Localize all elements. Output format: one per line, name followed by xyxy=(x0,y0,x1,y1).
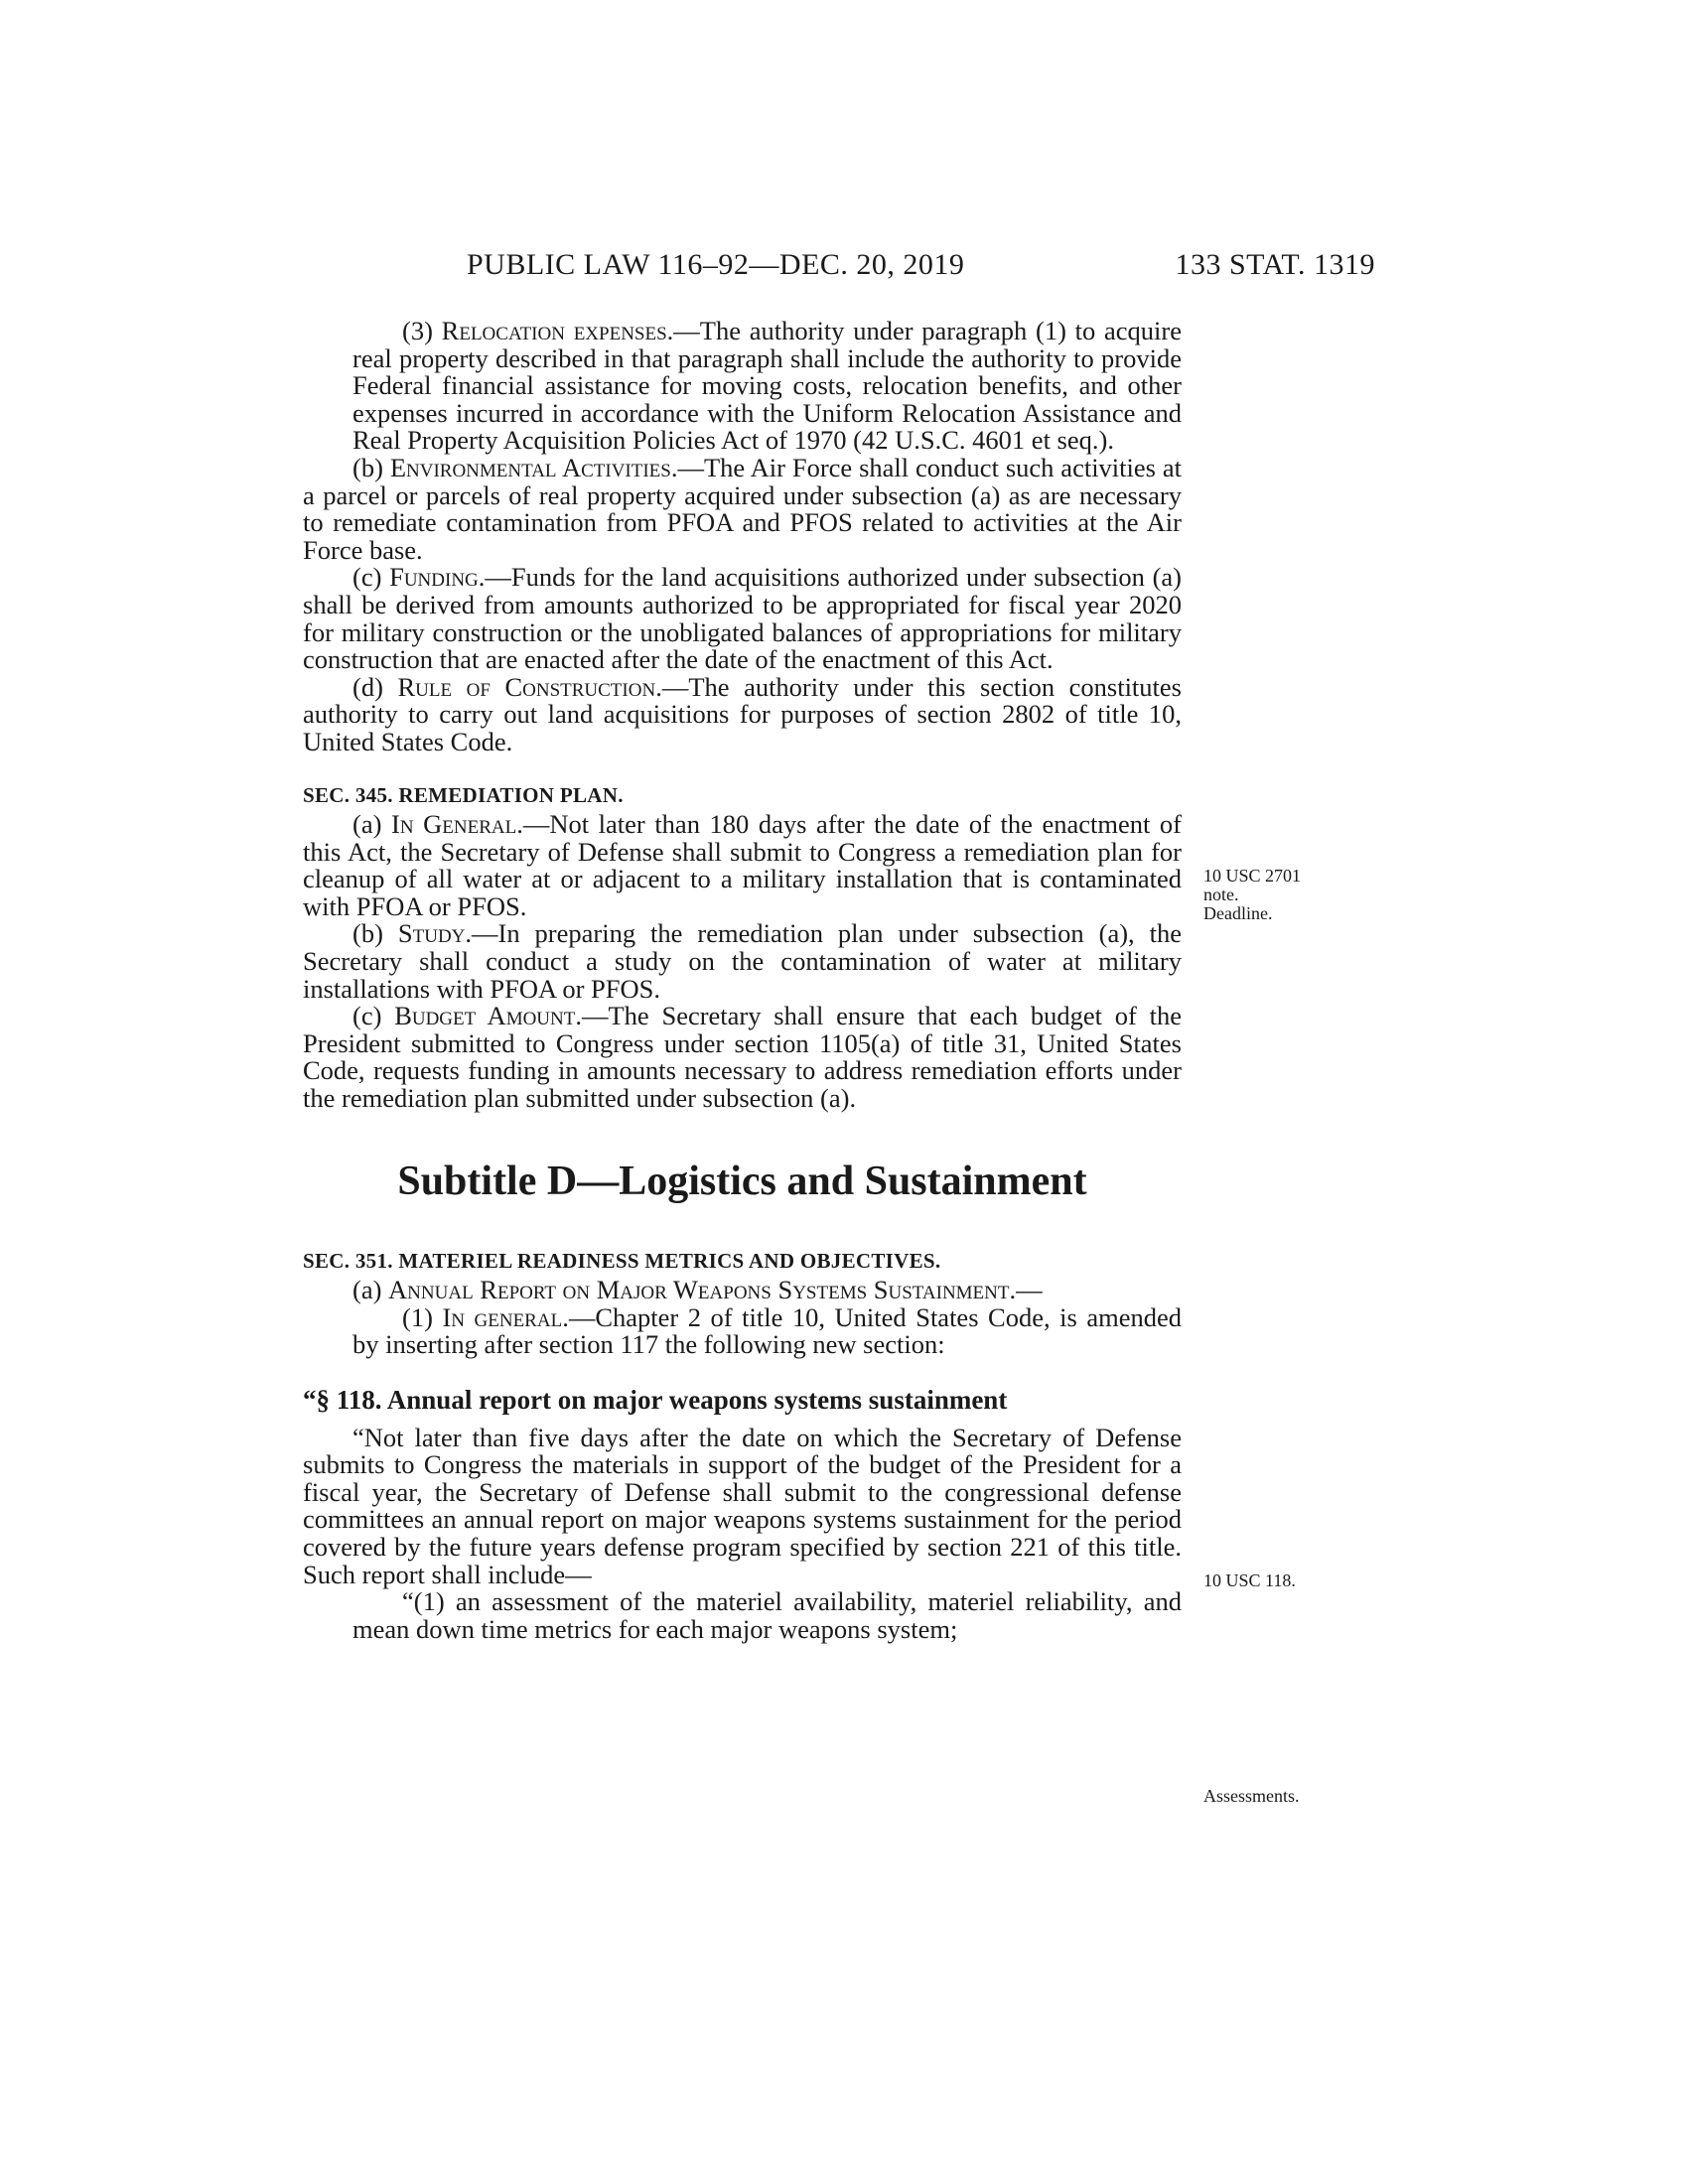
paragraph-budget-amount: (c) Budget Amount.—The Secretary shall ensure that each budget of the President submitted to Congress under section 1105(a) of title 31, United States Code, requests funding in amounts necessary to address remediation efforts under the remediation plan submitted under subsection (a). xyxy=(303,1001,1182,1114)
margin-note-usc-2701: 10 USC 2701 note. Deadline. xyxy=(1203,866,1302,923)
paragraph-in-general: (a) In General.—Not later than 180 days after the date of the enactment of this Act, the Secretary of Defense shall submit to Congress a remediation plan for cleanup of all water at or adjacent to a military installation that is contaminated with PFOA or PFOS. xyxy=(303,809,1182,921)
paragraph-report-requirement: “Not later than five days after the date on which the Secretary of Defense submits to Congress the materials in support of the budget of the President for a fiscal year, the Secretary of Defense shall submit to the congressional defense committees an annual report on major weapons systems sustainment for the period covered by the future years defense program specified by section 221 of this title. Such report shall include— xyxy=(303,1422,1182,1589)
paragraph-annual-report: (a) Annual Report on Major Weapons Systems Sustainment.— xyxy=(352,1275,1043,1305)
paragraph-assessment-item-1: “(1) an assessment of the materiel availability, materiel reliability, and mean down time metrics for each major weapons system; xyxy=(352,1586,1182,1644)
public-law-citation: PUBLIC LAW 116–92—DEC. 20, 2019 xyxy=(467,248,965,281)
paragraph-rule-of-construction: (d) Rule of Construction.—The authority under this section constitutes authority to carry out land acquisitions for purposes of section 2802 of title 10, United States Code. xyxy=(303,671,1182,756)
paragraph-funding: (c) Funding.—Funds for the land acquisitions authorized under subsection (a) shall be derived from amounts authorized to be appropriated for fiscal year 2020 for military construction or the unobligated balances of appropriations for military construction that are enacted after the date of the enactment of this Act. xyxy=(303,562,1182,675)
section-345-heading: SEC. 345. REMEDIATION PLAN. xyxy=(303,782,624,807)
paragraph-in-general-amendment: (1) In general.—Chapter 2 of title 10, United States Code, is amended by inserting after section 117 the following new section: xyxy=(352,1301,1183,1360)
statute-page-number: 133 STAT. 1319 xyxy=(1175,248,1375,281)
subtitle-heading: Subtitle D—Logistics and Sustainment xyxy=(397,1158,1087,1204)
margin-note-usc-118: 10 USC 118. xyxy=(1203,1570,1296,1590)
margin-note-assessments: Assessments. xyxy=(1203,1786,1300,1806)
section-351-heading: SEC. 351. MATERIEL READINESS METRICS AND OBJECTIVES. xyxy=(303,1248,941,1273)
paragraph-study: (b) Study.—In preparing the remediation plan under subsection (a), the Secretary shall conduct a study on the contamination of water at military installations with PFOA or PFOS. xyxy=(303,918,1183,1004)
running-header xyxy=(467,248,1375,288)
document-body xyxy=(303,318,1182,1643)
section-118-heading: “§ 118. Annual report on major weapons systems sustainment xyxy=(303,1385,1008,1415)
paragraph-relocation-expenses: (3) Relocation expenses.—The authority under paragraph (1) to acquire real property described in that paragraph shall include the authority to provide Federal financial assistance for moving costs, relocation benefits, and other expenses incurred in accordance with the Uniform Relocation Assistance and Real Property Acquisition Policies Act of 1970 (42 U.S.C. 4601 et seq.). xyxy=(352,316,1182,456)
paragraph-environmental-activities: (b) Environmental Activities.—The Air Force shall conduct such activities at a parcel or parcels of real property acquired under subsection (a) as are necessary to remediate contamination from PFOA and PFOS related to activities at the Air Force base. xyxy=(303,452,1182,565)
